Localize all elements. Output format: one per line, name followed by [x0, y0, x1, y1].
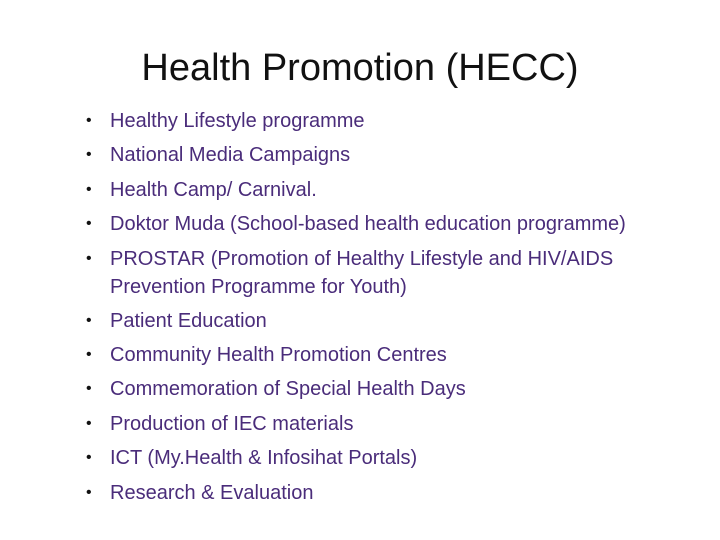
bullet-dot-icon: • [86, 346, 92, 364]
list-item [84, 104, 694, 138]
list-item-text: Commemoration of Special Health Days [110, 378, 466, 401]
list-item-text: National Media Campaigns [110, 144, 351, 167]
bullet-dot-icon: • [86, 380, 92, 398]
list-item [84, 304, 694, 338]
list-item-text: Patient Education [110, 309, 267, 332]
bullet-dot-icon: • [86, 483, 92, 501]
list-item-text: PROSTAR (Promotion of Healthy Lifestyle and HIV/AIDS Prevention Programme for Youth) [110, 247, 614, 298]
list-item [84, 338, 694, 372]
list-item-text: Healthy Lifestyle programme [110, 110, 365, 132]
slide-title: Health Promotion (HECC) [141, 47, 579, 89]
list-item [84, 407, 694, 441]
bullet-dot-icon: • [86, 311, 92, 329]
bullet-list [84, 104, 694, 510]
list-item [84, 173, 694, 207]
bullet-dot-icon: • [86, 215, 92, 233]
bullet-dot-icon: • [86, 146, 92, 164]
list-item-text: Research & Evaluation [110, 481, 314, 504]
bullet-dot-icon: • [86, 414, 92, 432]
list-item [84, 476, 694, 510]
bullet-dot-icon: • [86, 112, 92, 129]
bullet-dot-icon: • [86, 449, 92, 467]
bullet-dot-icon: • [86, 180, 92, 198]
list-item [84, 242, 694, 304]
list-item-text: Production of IEC materials [110, 412, 354, 435]
list-item [84, 207, 694, 241]
list-item-text: Doktor Muda (School-based health education programme) [110, 213, 626, 236]
list-item-text: Community Health Promotion Centres [110, 344, 447, 367]
list-item [84, 372, 694, 406]
list-item-text: Health Camp/ Carnival. [110, 178, 317, 201]
list-item-text: ICT (My.Health & Infosihat Portals) [110, 447, 418, 470]
list-item [84, 138, 694, 172]
list-item [84, 441, 694, 475]
bullet-dot-icon: • [86, 249, 92, 267]
